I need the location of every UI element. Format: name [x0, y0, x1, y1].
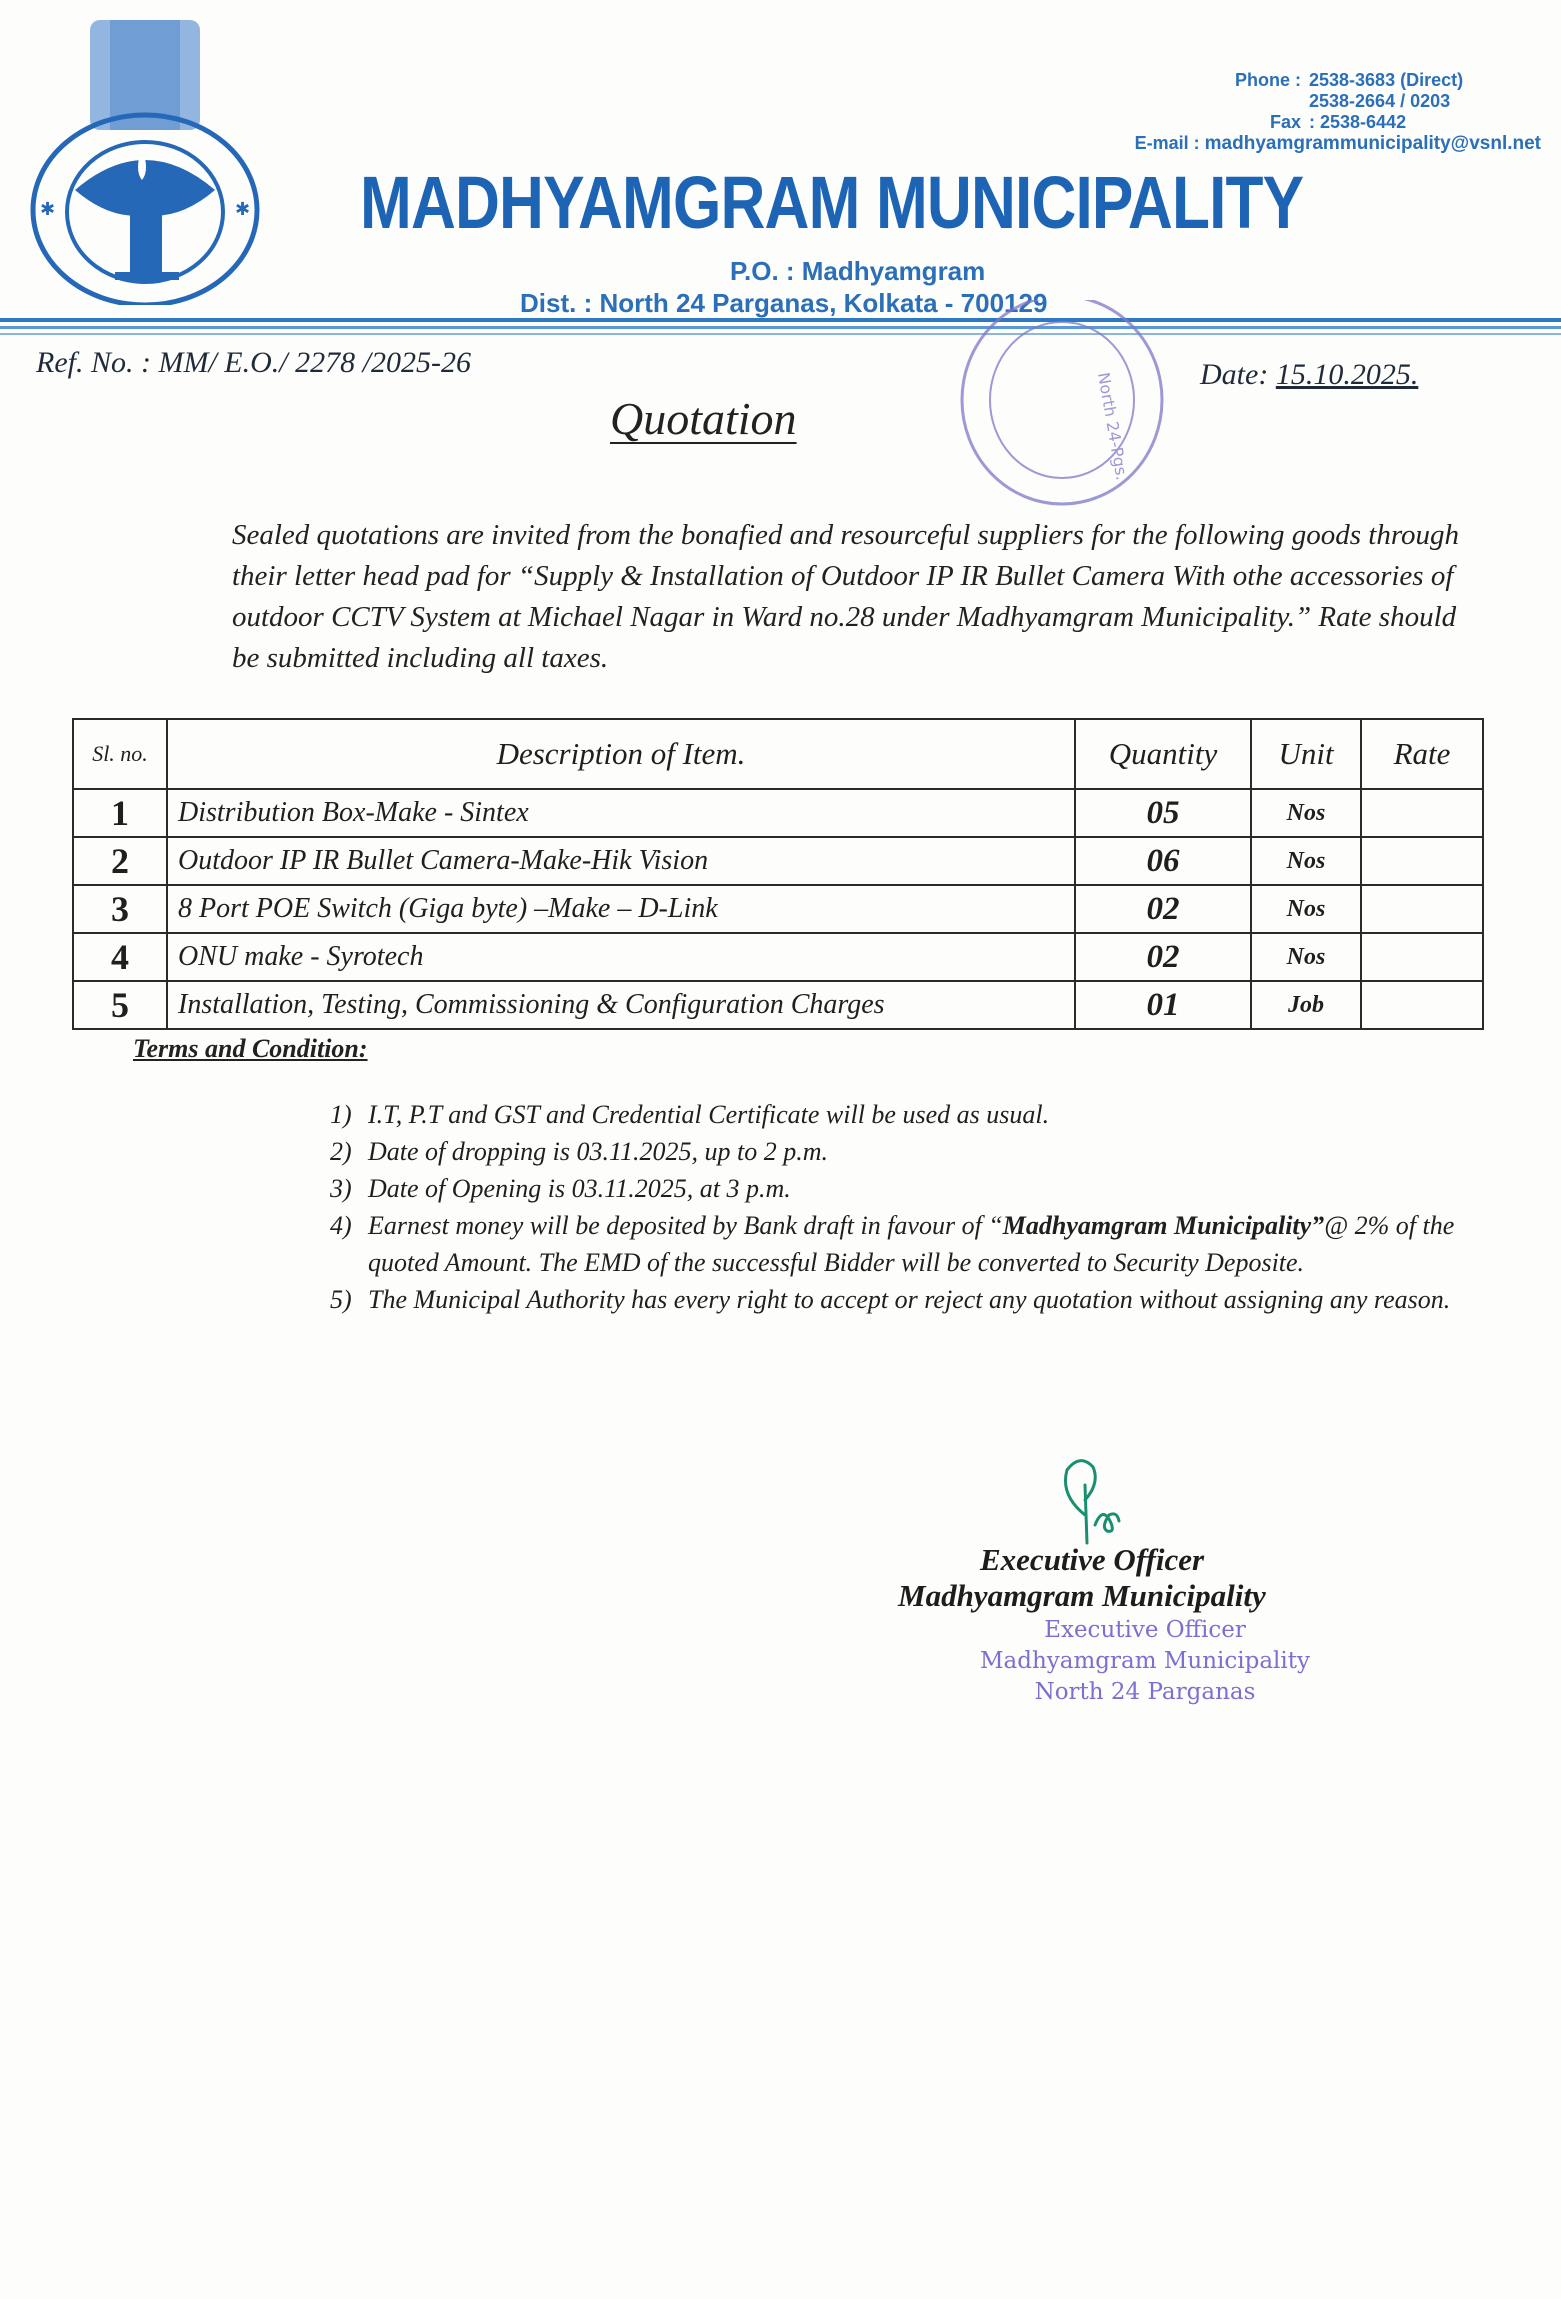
letterhead-divider — [0, 326, 1561, 329]
phone-other: 2538-2664 / 0203 — [1309, 91, 1451, 111]
date-label: Date: — [1200, 358, 1269, 391]
table-row — [73, 837, 1483, 885]
cell-quantity: 02 — [1075, 885, 1251, 933]
designation-stamp — [960, 1615, 1330, 1708]
terms-item-text: Date of dropping is 03.11.2025, up to 2 p.m. — [368, 1137, 829, 1166]
terms-title: Terms and Condition: — [133, 1034, 368, 1063]
letterhead-divider — [0, 333, 1561, 335]
district-address: Dist. : North 24 Parganas, Kolkata - 700129 — [520, 288, 1048, 318]
cell-description: Installation, Testing, Commissioning & Configuration Charges — [167, 981, 1075, 1029]
cell-rate — [1361, 933, 1483, 981]
municipality-logo-emblem — [30, 20, 290, 305]
document-heading: Quotation — [610, 393, 797, 444]
email-row — [981, 133, 1541, 154]
cell-quantity: 02 — [1075, 933, 1251, 981]
cell-rate — [1361, 789, 1483, 837]
terms-item-number: 4) — [330, 1211, 352, 1240]
cell-sl: 3 — [73, 885, 167, 933]
table-row — [73, 981, 1483, 1029]
fax-row — [981, 112, 1541, 133]
cell-unit: Job — [1251, 981, 1361, 1029]
cell-quantity: 06 — [1075, 837, 1251, 885]
cell-rate — [1361, 885, 1483, 933]
svg-text:✱: ✱ — [40, 199, 56, 219]
cell-sl: 1 — [73, 789, 167, 837]
terms-item — [330, 1096, 1490, 1133]
email-label: E-mail : — [1134, 133, 1200, 153]
terms-item-number: 2) — [330, 1137, 352, 1166]
document-date — [1200, 358, 1418, 392]
post-office: P.O. : Madhyamgram — [730, 256, 986, 286]
header-description: Description of Item. — [167, 719, 1075, 789]
date-value: 15.10.2025. — [1275, 358, 1419, 391]
contact-block — [981, 70, 1541, 154]
terms-item-text: The Municipal Authority has every right to accept or reject any quotation without assigning any reason. — [368, 1285, 1451, 1314]
items-table — [72, 718, 1484, 1030]
header-quantity: Quantity — [1075, 719, 1251, 789]
fax-value: : 2538-6442 — [1309, 112, 1407, 132]
svg-text:✱: ✱ — [235, 199, 251, 219]
cell-rate — [1361, 837, 1483, 885]
terms-item — [330, 1207, 1490, 1281]
ref-label: Ref. No. : — [36, 346, 151, 379]
cell-quantity: 01 — [1075, 981, 1251, 1029]
phone-other-row — [981, 91, 1541, 112]
stamp-line: North 24 Parganas — [1034, 1679, 1256, 1705]
cell-sl: 2 — [73, 837, 167, 885]
cell-sl: 5 — [73, 981, 167, 1029]
header-rate: Rate — [1361, 719, 1483, 789]
intro-paragraph: Sealed quotations are invited from the bonafied and resourceful suppliers for the following goods through their letter head pad for “Supply & Installation of Outdoor IP IR Bullet Camera With othe accessories of outdoor CCTV System at Michael Nagar in Ward no.28 under Madhyamgram Municipality.” Rate should be submitted including all taxes. — [232, 519, 1460, 674]
table-row — [73, 933, 1483, 981]
terms-payee-name: Madhyamgram Municipality” — [1002, 1211, 1325, 1240]
terms-item-number: 1) — [330, 1100, 352, 1129]
stamp-line: Executive Officer — [1044, 1617, 1246, 1643]
terms-item-text: I.T, P.T and GST and Credential Certificate will be used as usual. — [368, 1100, 1050, 1129]
table-header-row — [73, 719, 1483, 789]
letterhead-divider — [0, 318, 1561, 322]
terms-item — [330, 1281, 1490, 1318]
cell-description: 8 Port POE Switch (Giga byte) –Make – D-Link — [167, 885, 1075, 933]
cell-unit: Nos — [1251, 837, 1361, 885]
terms-item — [330, 1133, 1490, 1170]
cell-rate — [1361, 981, 1483, 1029]
cell-sl: 4 — [73, 933, 167, 981]
phone-direct: 2538-3683 (Direct) — [1309, 70, 1464, 90]
cell-unit: Nos — [1251, 933, 1361, 981]
terms-item-number: 5) — [330, 1285, 352, 1314]
ref-value: MM/ E.O./ 2278 /2025-26 — [158, 346, 471, 379]
email-value: madhyamgrammunicipality@vsnl.net — [1204, 133, 1541, 154]
signatory-organization: Madhyamgram Municipality — [898, 1578, 1266, 1613]
office-seal-stamp — [950, 300, 1200, 520]
terms-list — [330, 1096, 1490, 1318]
phone-row — [981, 70, 1541, 91]
terms-item-text: Date of Opening is 03.11.2025, at 3 p.m. — [368, 1174, 791, 1203]
cell-unit: Nos — [1251, 885, 1361, 933]
cell-unit: Nos — [1251, 789, 1361, 837]
terms-item-text — [368, 1207, 1490, 1281]
phone-label: Phone : — [1235, 70, 1301, 90]
header-unit: Unit — [1251, 719, 1361, 789]
cell-description: ONU make - Syrotech — [167, 933, 1075, 981]
seal-inner-text: North 24-Pgs. — [1093, 370, 1132, 482]
table-row — [73, 789, 1483, 837]
cell-quantity: 05 — [1075, 789, 1251, 837]
terms-item-number: 3) — [330, 1174, 352, 1203]
signatory-title: Executive Officer — [980, 1542, 1205, 1577]
terms-text-part: @ 2% of the quoted Amount. The EMD of the successful Bidder will be converted to Security Deposite. — [368, 1211, 1455, 1277]
reference-number — [36, 346, 471, 380]
cell-description: Outdoor IP IR Bullet Camera-Make-Hik Vision — [167, 837, 1075, 885]
stamp-line: Madhyamgram Municipality — [979, 1648, 1311, 1674]
terms-text-part: Earnest money will be deposited by Bank draft in favour of “ — [368, 1211, 1003, 1240]
organization-title: MADHYAMGRAM MUNICIPALITY — [360, 161, 1304, 244]
handwritten-signature — [1055, 1455, 1145, 1545]
header-sl-no: Sl. no. — [73, 719, 167, 789]
table-row — [73, 885, 1483, 933]
terms-item — [330, 1170, 1490, 1207]
fax-label: Fax — [1269, 112, 1301, 132]
cell-description: Distribution Box-Make - Sintex — [167, 789, 1075, 837]
